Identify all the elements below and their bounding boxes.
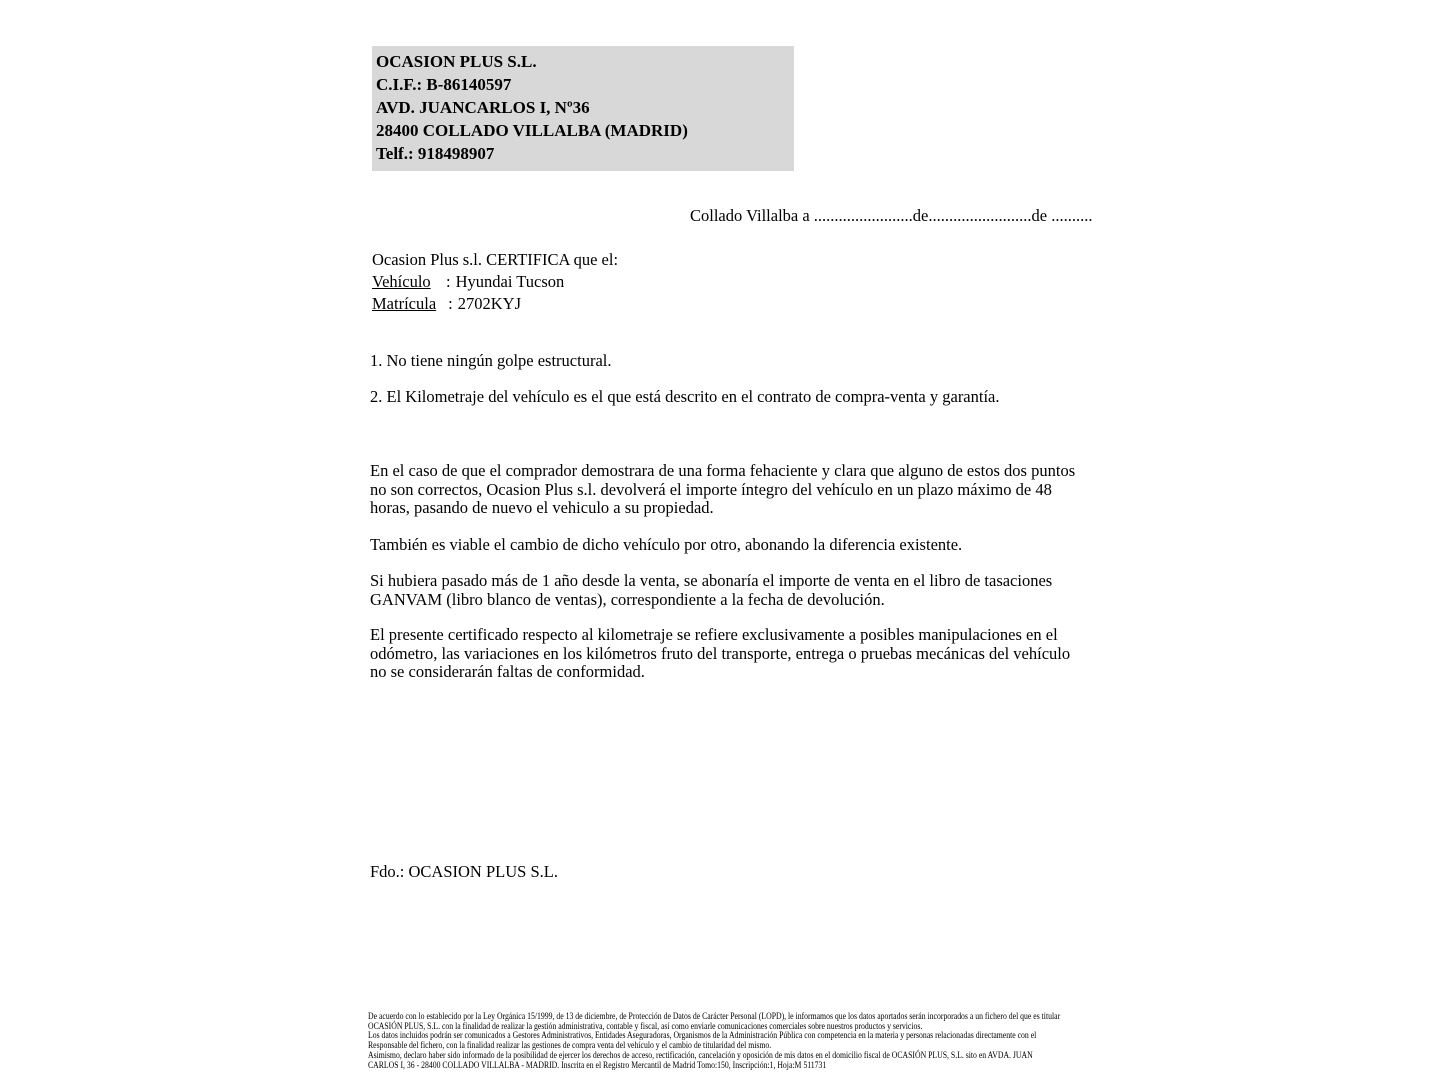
legal-footer-line: OCASIÓN PLUS, S.L. con la finalidad de realizar la gestión administrativa, contable y fiscal, así como enviarle comunicaciones comerciales sobre nuestros productos y servicios. [368, 1020, 923, 1031]
paragraph-exchange-option: También es viable el cambio de dicho vehículo por otro, abonando la diferencia existente. [370, 535, 963, 554]
company-cif: C.I.F.: B-86140597 [376, 75, 512, 94]
plate-value: 2702KYJ [457, 294, 521, 313]
plate-label: Matrícula [372, 294, 437, 313]
vehicle-field [372, 271, 618, 293]
numbered-point-2: 2. El Kilometraje del vehículo es el que está descrito en el contrato de compra-venta y garantía. [370, 387, 1000, 406]
company-header-box [372, 46, 794, 171]
vehicle-label: Vehículo [372, 272, 431, 291]
numbered-point-1: 1. No tiene ningún golpe estructural. [370, 351, 612, 370]
legal-footer-line: Responsable del fichero, con la finalidad realizar las gestiones de compra venta del vehículo y el cambio de titularidad del mismo. [368, 1040, 772, 1051]
certification-block [372, 249, 618, 315]
signature-line: Fdo.: OCASION PLUS S.L. [370, 862, 558, 881]
company-phone: Telf.: 918498907 [376, 144, 495, 163]
legal-footer-line: CARLOS I, 36 - 28400 COLLADO VILLALBA - MADRID. Inscrita en el Registro Mercantil de Madrid Tomo:150, Inscripción:1, Hoja:M 511731 [368, 1059, 827, 1070]
paragraph-refund-condition: En el caso de que el comprador demostrara de una forma fehaciente y clara que alguno de estos dos puntos no son correctos, Ocasion Plus s.l. devolverá el importe íntegro del vehículo en un plazo máximo de 48 horas, pasando de nuevo el vehiculo a su propiedad. [370, 461, 1076, 518]
legal-footer-line: Asimismo, declaro haber sido informado de la posibilidad de ejercer los derechos de acceso, rectificación, cancelación y oposición de mis datos en el domicilio fiscal de OCASIÓN PLUS, S.L. sito en AVDA. JUAN [368, 1049, 1033, 1060]
company-name: OCASION PLUS S.L. [376, 52, 537, 71]
paragraph-odometer-disclaimer: El presente certificado respecto al kilometraje se refiere exclusivamente a posibles manipulaciones en el odómetro, las variaciones en los kilómetros fruto del transporte, entrega o pruebas mecánicas del vehículo no se considerarán faltas de conformidad. [370, 625, 1071, 682]
certification-intro: Ocasion Plus s.l. CERTIFICA que el: [372, 250, 619, 269]
paragraph-ganvam-valuation: Si hubiera pasado más de 1 año desde la venta, se abonaría el importe de venta en el libro de tasaciones GANVAM (libro blanco de ventas), correspondiente a la fecha de devolución. [370, 571, 1053, 609]
vehicle-separator: : [446, 272, 451, 291]
legal-footer-line: De acuerdo con lo establecido por la Ley Orgánica 15/1999, de 13 de diciembre, de Protección de Datos de Carácter Personal (LOPD), le informamos que los datos aportados serán incorporados a un fichero del que es titular [368, 1011, 1061, 1021]
legal-footer [368, 1011, 1061, 1070]
company-address: AVD. JUANCARLOS I, Nº36 [376, 98, 590, 117]
date-line: Collado Villalba a ........................de.........................de .......... [690, 206, 1093, 225]
plate-field [372, 293, 618, 315]
legal-footer-line: Los datos incluidos podrán ser comunicados a Gestores Administrativos, Entidades Aseguradoras, Organismos de la Administración Pública con competencia en la materia y personas relacionadas directamente con el [368, 1030, 1037, 1041]
company-city: 28400 COLLADO VILLALBA (MADRID) [376, 121, 688, 140]
plate-separator: : [448, 294, 453, 313]
vehicle-value: Hyundai Tucson [455, 272, 565, 291]
